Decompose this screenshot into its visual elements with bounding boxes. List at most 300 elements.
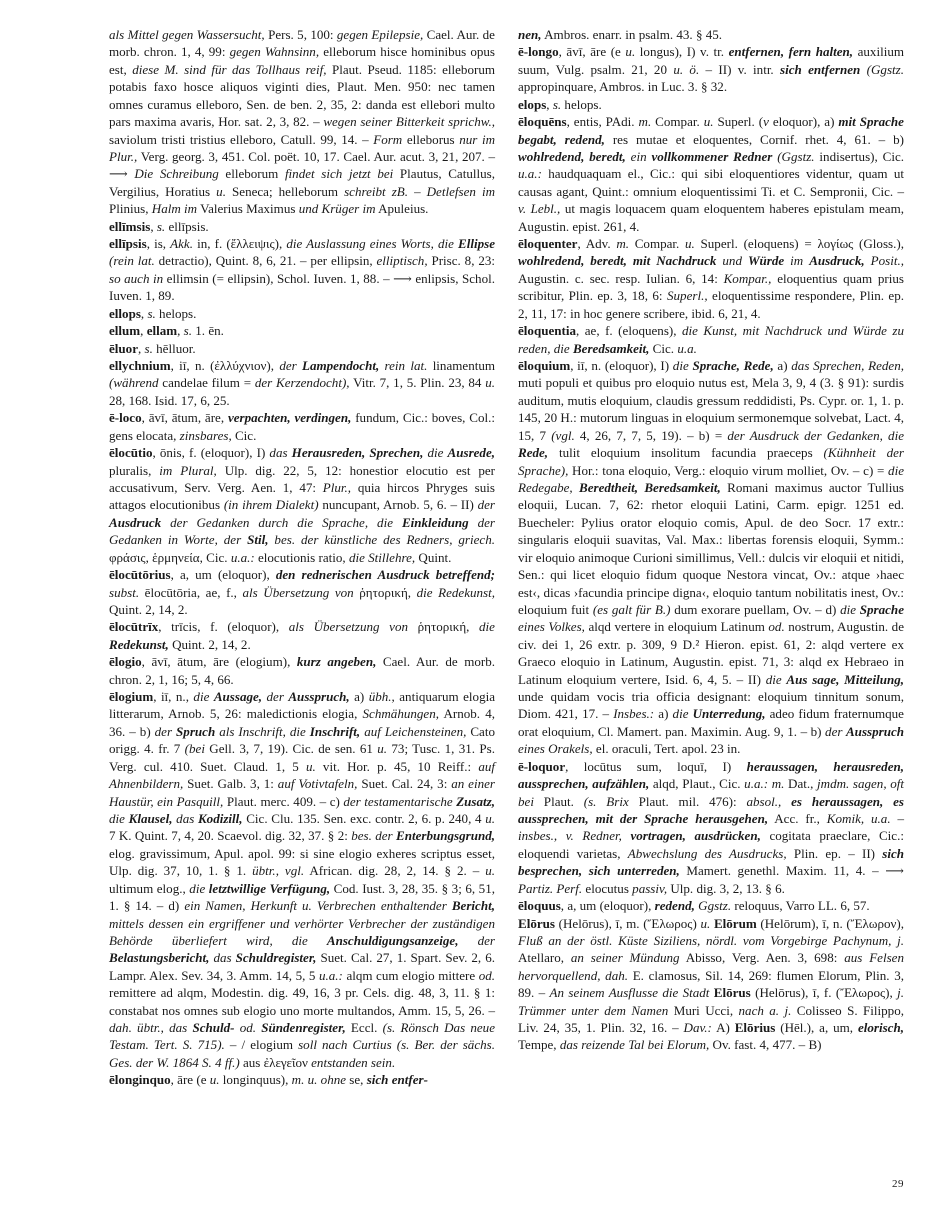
entry-text: , ōnis, f. (eloquor), I) [152,445,270,461]
entry-text: es heraussagen, es aussprechen, mit der Sprache herausgehen, [518,793,904,826]
entry-text: a) [654,706,673,722]
entry-text: u. [485,810,495,826]
entry-text: Cod. Iust. 3, 28, 35. § 3; 6, 51, 1. § 14. – d) [109,880,495,914]
entry-headword: ellops [109,305,141,321]
entry-text: u. [485,863,495,879]
entry-text: Bericht, [451,898,495,914]
entry-text: longinquus), [219,1072,292,1088]
entry-text: Sündenregister, [261,1020,346,1036]
entry-text: linamentum [427,358,496,374]
entry-headword: ellīpsis [109,236,147,252]
entry-text: Plaut. Pseud. 1185: elleborum potabis faxo hosce aliquos viginti dies, Plaut. Men. 950: nec tamen omnes curamus elleboro, Sen. de ben. 2, 35, 2: danda est ellebori multo pars maxima avaris, Hor. sat. 2, 3, 82. – [109,61,495,130]
entry-text: 7 K. Quint. 7, 4, 20. Scaevol. dig. 32, 37. § 2: [109,828,352,844]
entry-text: Die Schreibung [134,166,219,182]
entry-text: Compar. [629,236,686,252]
entry-text: , āre (e [170,1072,210,1088]
entry-text: die [423,445,448,461]
dictionary-entry [109,26,495,218]
dictionary-entry [109,322,495,339]
entry-text: , [177,323,184,339]
entry-text: φράσις, ἑρμηνεία, Cic. [109,549,231,565]
entry-text: Atellaro, [518,950,571,966]
entry-text: Enterbungsgrund, [396,828,495,844]
entry-headword: ē-loco [109,410,142,426]
entry-text: als Übersetzung von [288,619,409,635]
entry-text: (bei [184,741,205,757]
entry-text: an seiner Mündung [570,950,680,966]
entry-text: (Ggstz. [777,148,815,164]
entry-text: Aussage, [213,689,263,705]
entry-text: candelae filum = [158,375,255,391]
dictionary-entry [518,322,904,357]
entry-text: u.a.: [230,549,255,565]
entry-headword: ēloquentia [518,323,576,339]
entry-text: der Gedanken durch die Sprache, die [161,514,402,530]
entry-text: bes. der [351,828,396,844]
dictionary-entry [109,653,495,688]
entry-text: v. Lebl., [518,201,561,217]
entry-text: detractio), Quint. 8, 6, 21. – per ellipsin, [154,253,377,269]
entry-text: Ausspruch [845,723,905,739]
entry-text: Gell. 3, 7, 19). Cic. de sen. 61 [204,741,378,757]
entry-text: Plinius, [109,201,152,217]
entry-text: , trīcis, f. (eloquor), [158,619,289,635]
entry-text: Einkleidung [401,514,469,530]
entry-text: Dat., [784,776,818,792]
entry-text: das [209,950,236,966]
entry-text: Inschrift, [309,723,361,739]
entry-text: ēlocūtōria, ae, f., [139,584,243,600]
entry-text: Apuleius. [375,201,429,217]
entry-text: , [546,96,553,112]
entry-text: Stil, [247,532,269,548]
entry-text: 4, 26, 7, 7, 5, 19). – b) = [574,427,728,443]
entry-headword: ēloquēns [518,114,567,130]
entry-text: – / elogium [224,1037,299,1053]
entry-text: in, f. (ἔλλειψις), [192,236,287,252]
entry-text: Schuldregister, [235,950,317,966]
entry-text: res mutae et eloquentes, Cornif. rhet. 4, 61. – b) [604,131,904,147]
entry-text: u. [685,236,695,252]
entry-text: verpachten, verdingen, [227,410,352,426]
dictionary-entry [109,566,495,618]
entry-text: ῥητορική, [408,619,480,635]
entry-text: Cic. Clu. 135. Sen. exc. contr. 2, 6. p. 240, 4 [242,810,486,826]
entry-text: Prisc. 8, 23: [427,253,495,269]
entry-text: Compar. [651,114,704,130]
entry-text: Ulp. dig. 3, 2, 13. § 6. [667,880,785,896]
entry-text: nostrum, Augustin. de civ. dei 1, 26 extr. p. 309, 9 D.² Hieron. epist. 61, 2: alqd vertere ex Graeco eloquio in Latinum, Augustin. epist. 71, 3: alqd ex Hebraeo in Latinum eloquium vertere, Isid. 6, 4, 5. – II) [518,619,904,687]
entry-text: Superl. (eloquens) = λογίως (Gloss.), [694,236,904,252]
entry-headword: Elōrum [713,915,757,931]
entry-text: m. [616,236,629,252]
entry-text: u. [625,44,636,60]
entry-text: Plin. ep. – II) [786,845,883,861]
entry-text: el. oraculi, Tert. apol. 23 in. [592,741,741,757]
entry-text: Ausdruck, [809,253,865,269]
dictionary-entry [109,235,495,305]
entry-text: die Auslassung eines Worts, die [286,236,459,252]
entry-text: Komik, u.a. – insbes., v. Redner, [518,810,904,844]
entry-text: u.a.: [744,776,769,792]
dictionary-entry [518,43,904,95]
entry-text: der [477,497,496,513]
entry-text: dum exorare puellam, Ov. – d) [670,601,841,617]
dictionary-entry [109,340,495,357]
entry-text: Rede, [518,445,549,461]
entry-text: Superl. ( [713,114,764,130]
entry-text: s. [147,305,156,321]
entry-text: Sprache, Rede, [692,358,774,374]
entry-text: Ellipse [458,236,496,252]
entry-text: sich entfer- [366,1072,428,1088]
entry-text: od. [478,967,495,983]
entry-text: alqd, Plaut., Cic. [649,776,745,792]
entry-text: die Kunst, mit Nachdruck und Würde zu reden, die [518,323,904,356]
entry-text: an einer Haustür, ein Pasquill, [109,776,495,809]
entry-text: m. [771,776,785,792]
entry-text: Würde [747,253,785,269]
entry-text: wohlredend, beredt, mit Nachdruck [518,253,717,269]
entry-text: soll nach Curtius (s. Ber. der sächs. Ges. der W. 1864 S. 4 ff.) [109,1037,495,1070]
entry-text: (Hēl.), a, um, [775,1020,858,1036]
dictionary-entry [109,688,495,1071]
entry-text: das reizende Tal bei Elorum, [559,1037,710,1053]
entry-text: Ambros. enarr. in psalm. 43. § 45. [541,27,723,42]
entry-text: Ov. fast. 4, 477. – B) [709,1037,822,1053]
entry-headword: Elōrius [734,1020,776,1036]
entry-text: elleborum hisce hominibus opus est, [109,44,495,77]
entry-text: im Plural, [159,462,217,478]
entry-text: u. [703,114,714,130]
entry-text: passiv, [632,880,668,896]
entry-text: elleborum [218,166,285,182]
entry-text: adeo fidum fraternumque orat eloquium, Cl. Mamert. pan. Maximin. Aug. 9, 1. – b) [518,706,904,739]
entry-text: indisertus), Cic. [814,148,905,164]
entry-text: (vgl. [551,427,575,443]
dictionary-entry [518,897,904,914]
entry-text: Suet. Cal. 24, 3: [357,776,452,792]
entry-text: der [279,358,303,374]
entry-text: Ἔλωρος) [647,915,701,931]
entry-text: s. [144,340,153,356]
entry-text: auf Votivtafeln, [277,776,358,792]
entry-text: Belastungsbericht, [109,950,210,966]
entry-text: , entis, PAdi. [566,114,639,130]
entry-headword: ē-longo [518,44,559,60]
entry-text: Klausel, [128,810,173,826]
entry-text: eines Orakels, [518,741,593,757]
entry-text: Suet. Cal. 27, 1. Spart. Sev. 2, 6. Lampr. Alex. Sev. 34, 3. Amm. 14, 5, 5 [109,950,495,983]
entry-text: 73; Tusc. 1, 31. Ps. Verg. cul. 410. Suet. Claud. 1, 5 [109,741,495,774]
entry-text: u. [700,915,711,931]
entry-text: als Übersetzung von [242,584,354,600]
entry-text: ultimum elog., [109,880,190,896]
entry-text: die Stillehre, [348,549,416,565]
entry-text: , iī, n. (ἐλλύχνιον), [170,358,280,374]
entry-headword: ēlonginquo [109,1072,171,1088]
entry-text: vgl. [284,863,305,879]
entry-text: , āvī, āre (e [558,44,626,60]
entry-text: Vitr. 7, 1, 5. Plin. 23, 84 [349,375,486,391]
entry-text: Ausspruch, [288,689,350,705]
entry-text: (s. Brix [583,793,629,809]
entry-text: Hor.: tona eloquio, Verg.: eloquio virum molliet, Ov. – c) = [568,462,889,478]
entry-text: Plaut. merc. 409. – c) [223,793,344,809]
entry-text: Form [373,131,403,147]
entry-text: Cato origg. 4. fr. 7 [109,723,496,757]
entry-text: ut magis loquacem quam eloquentem haberes epistulam meam, Augustin. epist. 261, 4. [518,201,904,234]
entry-text: sich entfernen [780,61,861,77]
entry-text: u. [377,741,388,757]
entry-text: Kompar., [723,270,772,286]
entry-headword: ēloquus [518,898,561,914]
entry-text: Quint. 2, 14, 2. [109,601,188,617]
entry-text: nuncupant, Arnob. 5, 6. – II) [318,497,478,513]
entry-text: , āvī, ātum, āre, [141,410,228,426]
entry-text: vit. Hor. p. 45, 10 Reiff.: [315,758,479,774]
entry-text: Mamert. genethl. Maxim. 11, 4. – ⟶ [679,863,904,879]
entry-text: Cael. Aur. de morb. chron. 2, 1, 16; 5, 4, 66. [109,654,496,687]
entry-text: Suet. Galb. 3, 1: [183,776,278,792]
entry-text: fundum, Cic.: boves, Col.: gens elocata, [109,410,496,443]
entry-text: , Adv. [577,236,617,252]
entry-text: nen, [518,27,542,42]
entry-text: zinsbares, [179,427,232,443]
entry-text: den rednerischen Ausdruck betreffend; [275,567,495,583]
entry-text: so auch in [109,270,164,286]
entry-text: Ggstz. [698,898,732,914]
entry-text: muti populi et quibus pro eloquio nutus est, Mela 3, 9, 4 (3. § 91): surdis auditum, mutis eloquium, claudis gressum reddidisti, Ps. Cypr. or. 1, 1. p. 145, 20 H.: mutorum linguas in eloquium sermonemque solvebat, Lact. 4, 15, 7 [518,375,904,443]
entry-text: u. [216,183,226,199]
entry-headword: elops [518,96,547,112]
entry-text: die [672,358,693,374]
entry-text: u. [209,1072,220,1088]
entry-text: der [825,723,846,739]
entry-text: Romani maximus auctor Tullius eloquii, Lucan. 7, 62: rhetor eloquii Latini, Carm. epigr. 1251 ed. Buecheler: Pylius orator eloquio comis, Apul. de deo Socr. 17 extr.: singularis eloquii suavitas, Val. Max.: libertas forensis eloquii, Symm.: vir eloquio animoque Curioni simillimus, Vell.: dulcis vir eloquii et nitidi, Sen.: qui licet eloquio fidum quoque Nestora vincat, Ov.: atque ›haec est‹, dicas ›facundia principe digna‹, eloquio tantum nobilitatis inest, Ov.: eloquium fuit [518,479,905,617]
entry-text: Aus sage, Mitteilung, [786,671,904,687]
dictionary-entry [109,1071,495,1088]
dictionary-entry [109,409,495,444]
entry-text: Superl., [667,288,708,304]
entry-text: Schmähungen, [362,706,439,722]
entry-text: cogitata praeclare, Cic.: eloquendi varietas, [518,828,904,861]
entry-text: (Kühnheit der Sprache), [518,445,904,478]
entry-text: aus Felsen hervorquellend, dah. [518,950,904,983]
entry-text: , iī, n. (eloquor), I) [570,358,673,374]
entry-text: gegen Wahnsinn, [229,44,320,60]
entry-text: 1. ēn. [192,323,224,339]
entry-text: auxilium suum, Vulg. psalm. 21, 20 [518,44,904,77]
entry-text: wegen seiner Bitterkeit sprichw., [323,114,495,130]
entry-text: Arnob. 4, 36. – b) [109,706,495,739]
entry-text: u. [305,758,316,774]
entry-text: , [140,323,147,339]
entry-text: u.a.: [318,967,343,983]
entry-text: (rein lat. [109,253,155,269]
entry-text: die [189,880,209,896]
entry-text: diese M. sind für das Tollhaus reif, [132,61,327,77]
entry-text: Anschuldigungsanzeige, [326,932,459,948]
entry-text: Partiz. Perf. [518,880,583,896]
entry-text: die [765,671,787,687]
entry-text: , āvī, ātum, āre (elogium), [141,654,297,670]
entry-text: als Inschrift, die [215,723,310,739]
entry-text: elog. gravissimum, Apul. apol. 99: si sine elogio exheres scriptus esset, Ulp. dig. 37, 10, 1. § 1. [109,845,495,879]
entry-text: eloquentius quam prius scribitur, Plin. ep. 3, 18, 6: [518,270,904,304]
entry-text: 28, 168. Isid. 17, 6, 25. [109,392,230,408]
entry-text: (während [109,375,159,391]
entry-text: Ausrede, [447,445,496,461]
entry-text: elorisch, [857,1020,904,1036]
entry-headword: ē-loquor [518,758,566,774]
entry-text: m. u. ohne [291,1072,347,1088]
entry-text: gegen Epilepsie, [336,27,424,42]
entry-text: s. [156,218,166,234]
entry-text: Insbes.: [613,706,655,722]
entry-text: Quint. [415,549,452,565]
entry-text: ellīpsis. [165,218,209,234]
entry-text: Ausdruck [109,514,162,530]
entry-text: eloquentissime respondere, Plin. ep. 2, 11, 17: in hoc genere scribere, ibid. 6, 21, 4. [518,288,904,321]
entry-text: auf Leichensteinen, [360,723,467,739]
entry-text: vollkommener Redner [651,148,773,164]
entry-text: , ae, f. (eloquens), [576,323,682,339]
entry-text: auf Ahnenbildern, [109,758,495,792]
entry-text: African. dig. 28, 2, 14. § 2. – [304,863,486,879]
entry-text: Augustin. c. sec. resp. Iulian. 6, 14: [518,270,724,286]
entry-headword: ēlocūtrīx [109,619,159,635]
entry-text: und Krüger im [298,201,376,217]
entry-text: a) [349,689,369,705]
entry-headword: ellam [146,323,178,339]
dictionary-entry [518,758,904,897]
entry-text: Cic. [231,427,257,443]
entry-text: haudquaquam el., Cic.: qui sibi eloquentiores videntur, quam ut causas agant, Quint.: omnium eloquentissimi Ti. et C. Sempronii, Cic. – [518,166,904,199]
entry-text: (Ggstz. [866,61,904,77]
dictionary-entry [109,305,495,322]
entry-text: A) [711,1020,735,1036]
entry-text: (Helōrus), ī, f. (Ἔλωρος), [750,985,898,1001]
entry-text: Muri Ucci, [668,1002,739,1018]
entry-text: Beredsamkeit, [572,340,650,356]
entry-text: v [763,114,769,130]
entry-text: u.a. [677,340,697,356]
entry-text: nach a. j. [738,1002,792,1018]
entry-text: Lampendocht, [302,358,380,374]
entry-text: findet sich jetzt bei [284,166,394,182]
entry-text: entstanden sein. [311,1054,396,1070]
dictionary-entry [109,218,495,235]
dictionary-entry [518,96,904,113]
right-column [518,26,904,1054]
entry-text: ellimsin (= ellipsin), Schol. Iuven. 1, 88. – ⟶ enlipsis, Schol. Iuven. 1, 89. [109,270,495,304]
entry-text: die [672,706,693,722]
entry-text: Plautus, Catullus, Vergilius, Horatius [109,166,495,199]
entry-text: Plaut. mil. 476): [628,793,747,809]
entry-text: das [269,445,292,461]
dictionary-entry [518,915,904,1054]
entry-text: Acc. fr., [768,810,827,826]
entry-text: das Sprechen, Reden, [791,358,904,374]
entry-headword: ēlocūtio [109,445,153,461]
entry-text: Akk. [170,236,193,252]
entry-text: elocutionis ratio, [254,549,349,565]
entry-text: der [154,723,177,739]
entry-text: und [716,253,748,269]
entry-text: (in ihrem Dialekt) [223,497,319,513]
entry-text: schreibt zB. – Detlefsen im [344,183,495,199]
entry-text: helops. [561,96,602,112]
entry-text: aus ἐλεγεῖον [239,1054,312,1070]
entry-text: dah. übtr., das [109,1020,193,1036]
entry-text: Plur., [322,479,352,495]
entry-text: a) [773,358,792,374]
entry-text: Tempe, [518,1037,560,1053]
entry-text: Seneca; helleborum [225,183,345,199]
entry-text: die [840,601,860,617]
entry-text: , locūtus sum, loquī, I) [565,758,747,774]
entry-text: sich besprechen, sich unterreden, [518,845,904,879]
entry-text: Zusatz, [456,793,495,809]
entry-text: der testamentarische [343,793,457,809]
entry-text: j. Trümmer unter dem Namen [518,985,904,1018]
entry-text: elocutus [582,880,633,896]
entry-text: übh., [368,689,395,705]
entry-text: alqd vertere in eloquium Latinum [584,619,769,635]
entry-text: reloquus, Varro LL. 6, 57. [731,898,870,914]
entry-text: (es galt für B.) [592,601,671,617]
entry-text: Quint. 2, 14, 2. [168,636,251,652]
dictionary-entry [109,444,495,566]
entry-text: Fluß an der östl. Küste Siziliens, nördl. vom Vorgebirge Pachynum, j. [518,932,904,948]
entry-text: Pers. 5, 100: [264,27,337,42]
entry-text: u.a.: [518,166,542,182]
entry-text: s. [552,96,562,112]
entry-text: unde quidam vocis tria officia designant: eloquium tinnitum sonum, Diom. 421, 17. – [518,689,904,722]
entry-text: u. ö. [673,61,700,77]
dictionary-entry [518,26,904,43]
entry-text: Valerius Maximus [197,201,299,217]
entry-text: mittels dessen ein ergriffener und verhörter Verbrecher der zuständigen Behörde überliefert wird, die [109,915,495,948]
entry-text: , a, um (eloquor), [170,567,276,583]
entry-text: tulit eloquium insolitum facundia praeceps [548,445,824,461]
entry-text: übtr., [252,863,279,879]
entry-text: Beredtheit, Beredsamkeit, [579,479,721,495]
dictionary-entry [518,235,904,322]
entry-text: u. [485,375,496,391]
entry-text: Cic. [649,340,678,356]
entry-text: Posit., [870,253,905,269]
entry-text: nur im Plur., [109,131,495,164]
entry-text: , is, [146,236,171,252]
entry-text: die [109,810,129,826]
entry-text: Ἔλωρον), [850,915,904,931]
entry-text: Plaut. [533,793,584,809]
entry-text: subst. [109,584,140,600]
entry-headword: ēluor [109,340,138,356]
entry-text: , [138,340,145,356]
entry-text: Abwechslung des Ausdrucks, [627,845,787,861]
entry-text: s. [183,323,193,339]
entry-text: od. [234,1020,262,1036]
entry-text: od. [768,619,785,635]
entry-text: die Redegabe, [518,462,904,495]
entry-text: der [458,932,496,948]
entry-text: die [479,619,495,635]
entry-text: ein [625,148,652,164]
entry-text: Colisseo S. Filippo, Liv. 24, 35, 1. Plin. 32, 16. – [518,1002,904,1036]
